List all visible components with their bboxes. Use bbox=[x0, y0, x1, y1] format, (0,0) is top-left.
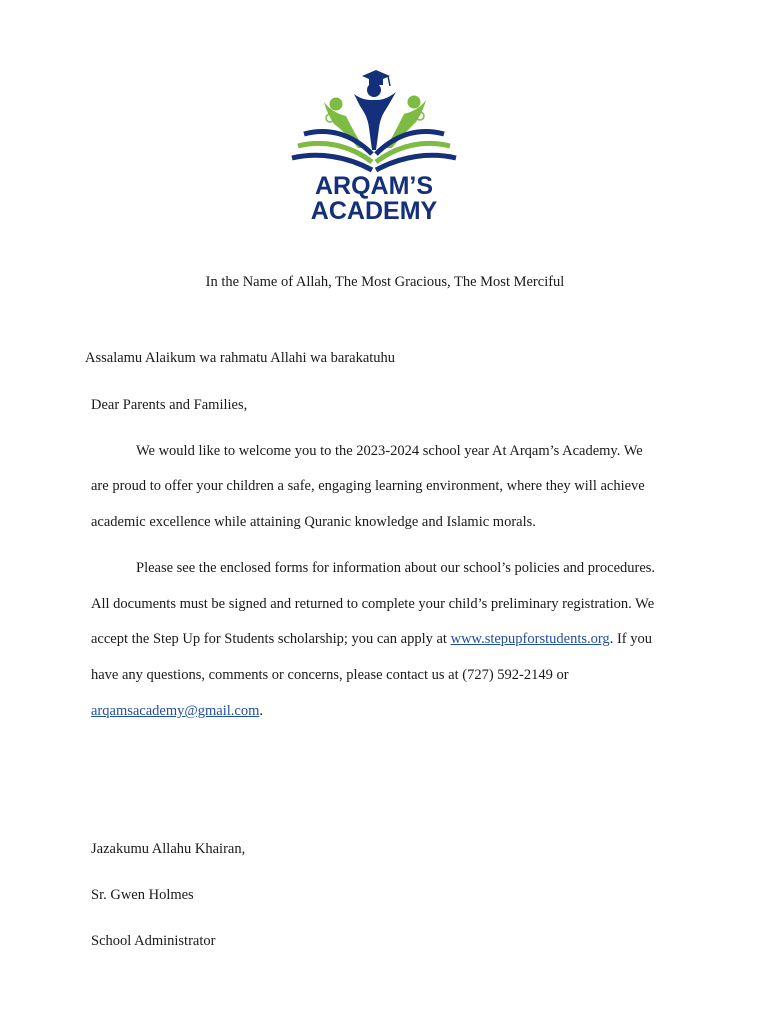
left-figure-head-icon bbox=[330, 98, 343, 111]
paragraph2-line3 bbox=[91, 630, 652, 648]
salutation-text: Dear Parents and Families, bbox=[91, 397, 248, 413]
logo-wordmark-line2: ACADEMY bbox=[310, 197, 438, 225]
closing-text: Jazakumu Allahu Khairan, bbox=[91, 841, 246, 857]
right-figure-head-icon bbox=[408, 96, 421, 109]
greeting-text: Assalamu Alaikum wa rahmatu Allahi wa barakatuhu bbox=[85, 350, 396, 366]
scholarship-link[interactable]: www.stepupforstudents.org bbox=[450, 631, 610, 647]
paragraph2-line2: All documents must be signed and returned to complete your child’s preliminary registration. We bbox=[91, 596, 655, 612]
paragraph1-line1: We would like to welcome you to the 2023-2024 school year At Arqam’s Academy. We bbox=[136, 443, 643, 459]
invocation-heading: In the Name of Allah, The Most Gracious, The Most Merciful bbox=[205, 274, 565, 290]
logo-wordmark-line1: ARQAM’S bbox=[314, 172, 434, 200]
paragraph2-line1: Please see the enclosed forms for information about our school’s policies and procedures. bbox=[136, 560, 656, 576]
academy-logo-graphic bbox=[284, 66, 464, 226]
paragraph2-line3-start: accept the Step Up for Students scholarship; you can apply at bbox=[91, 631, 451, 647]
figure-head-icon bbox=[367, 83, 381, 97]
paragraph2-line5-end: . bbox=[259, 703, 263, 719]
paragraph2-line4: have any questions, comments or concerns, please contact us at (727) 592-2149 or bbox=[91, 667, 569, 683]
academy-logo bbox=[284, 66, 464, 226]
paragraph1-line2: are proud to offer your children a safe, engaging learning environment, where they will achieve bbox=[91, 478, 645, 494]
paragraph2-line3-end: . If you bbox=[609, 631, 652, 647]
signer-name: Sr. Gwen Holmes bbox=[91, 887, 194, 903]
paragraph2-line5 bbox=[91, 702, 263, 720]
signer-role: School Administrator bbox=[91, 933, 216, 949]
email-link[interactable]: arqamsacademy@gmail.com bbox=[91, 703, 260, 719]
paragraph1-line3: academic excellence while attaining Quranic knowledge and Islamic morals. bbox=[91, 514, 536, 530]
